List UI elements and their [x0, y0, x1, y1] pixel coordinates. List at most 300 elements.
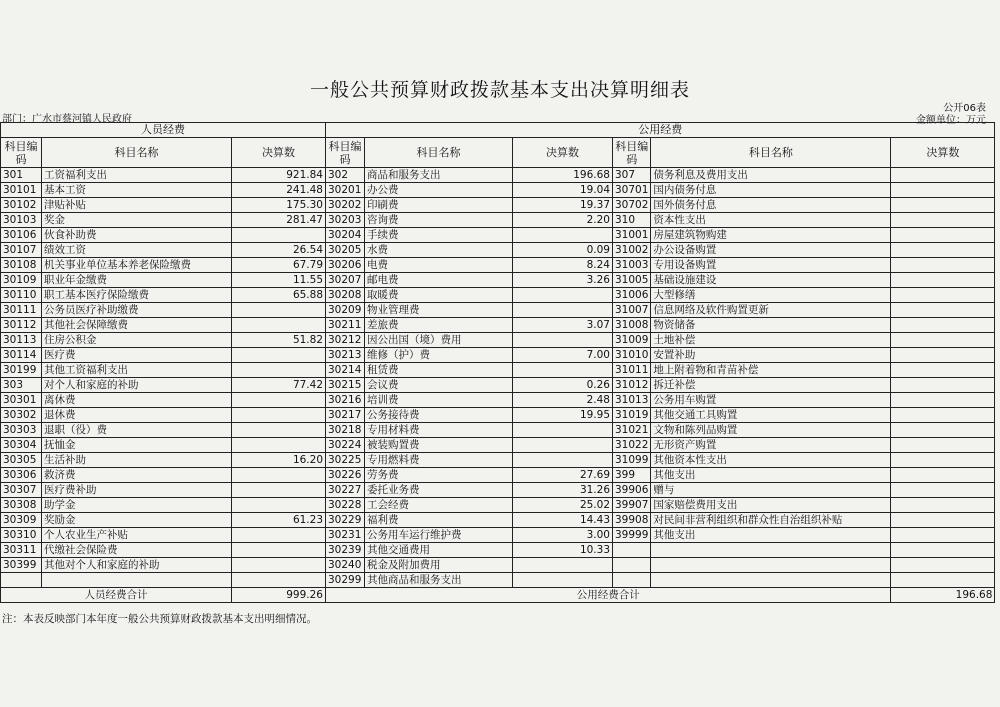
table-row — [1, 228, 995, 243]
public-a-amount-cell: 25.02 — [513, 498, 613, 513]
public-b-name-cell — [651, 558, 891, 573]
public-a-name-cell: 商品和服务支出 — [365, 168, 513, 183]
personnel-amount-cell — [232, 483, 326, 498]
department-label: 部门：广水市蔡河镇人民政府 — [2, 114, 132, 125]
public-a-code-cell: 30208 — [326, 288, 365, 303]
personnel-name-cell — [42, 573, 232, 588]
personnel-code-cell: 30114 — [1, 348, 42, 363]
header-name: 科目名称 — [365, 138, 513, 168]
table-row — [1, 498, 995, 513]
personnel-amount-cell — [232, 408, 326, 423]
form-code: 公开06表 — [943, 103, 986, 114]
personnel-amount-cell — [232, 558, 326, 573]
public-b-amount-cell — [891, 468, 995, 483]
personnel-name-cell: 奖励金 — [42, 513, 232, 528]
personnel-amount-cell — [232, 468, 326, 483]
public-b-name-cell: 国内债务付息 — [651, 183, 891, 198]
public-a-amount-cell: 14.43 — [513, 513, 613, 528]
public-a-code-cell: 30214 — [326, 363, 365, 378]
public-a-amount-cell: 7.00 — [513, 348, 613, 363]
public-a-name-cell: 其他商品和服务支出 — [365, 573, 513, 588]
public-a-amount-cell: 0.26 — [513, 378, 613, 393]
public-b-amount-cell — [891, 348, 995, 363]
personnel-amount-cell — [232, 438, 326, 453]
personnel-total-amount: 999.26 — [232, 588, 326, 603]
public-b-code-cell: 310 — [613, 213, 651, 228]
public-b-amount-cell — [891, 213, 995, 228]
personnel-name-cell: 伙食补助费 — [42, 228, 232, 243]
public-b-name-cell: 其他支出 — [651, 528, 891, 543]
public-b-code-cell: 31099 — [613, 453, 651, 468]
personnel-code-cell: 30309 — [1, 513, 42, 528]
public-b-name-cell: 拆迁补偿 — [651, 378, 891, 393]
personnel-name-cell: 职业年金缴费 — [42, 273, 232, 288]
personnel-name-cell: 离休费 — [42, 393, 232, 408]
table-row — [1, 513, 995, 528]
public-b-name-cell: 其他资本性支出 — [651, 453, 891, 468]
public-a-amount-cell: 19.37 — [513, 198, 613, 213]
public-b-name-cell: 文物和陈列品购置 — [651, 423, 891, 438]
public-a-name-cell: 办公费 — [365, 183, 513, 198]
personnel-amount-cell: 26.54 — [232, 243, 326, 258]
personnel-amount-cell: 241.48 — [232, 183, 326, 198]
public-a-name-cell: 会议费 — [365, 378, 513, 393]
personnel-code-cell: 30308 — [1, 498, 42, 513]
public-a-name-cell: 劳务费 — [365, 468, 513, 483]
public-b-amount-cell — [891, 528, 995, 543]
personnel-name-cell: 奖金 — [42, 213, 232, 228]
public-a-name-cell: 咨询费 — [365, 213, 513, 228]
public-b-code-cell: 30701 — [613, 183, 651, 198]
header-amount: 决算数 — [891, 138, 995, 168]
public-b-name-cell: 对民间非营利组织和群众性自治组织补贴 — [651, 513, 891, 528]
public-a-amount-cell: 2.48 — [513, 393, 613, 408]
public-a-amount-cell — [513, 438, 613, 453]
table-row — [1, 393, 995, 408]
public-a-code-cell: 30212 — [326, 333, 365, 348]
public-b-name-cell: 公务用车购置 — [651, 393, 891, 408]
personnel-name-cell: 救济费 — [42, 468, 232, 483]
public-b-name-cell: 无形资产购置 — [651, 438, 891, 453]
public-b-code-cell: 31021 — [613, 423, 651, 438]
personnel-name-cell: 助学金 — [42, 498, 232, 513]
unit-label: 金额单位：万元 — [916, 115, 986, 126]
table-row — [1, 423, 995, 438]
public-b-code-cell: 31022 — [613, 438, 651, 453]
table-row — [1, 453, 995, 468]
table-row — [1, 318, 995, 333]
personnel-name-cell: 绩效工资 — [42, 243, 232, 258]
header-amount: 决算数 — [232, 138, 326, 168]
personnel-code-cell: 30306 — [1, 468, 42, 483]
personnel-code-cell: 30103 — [1, 213, 42, 228]
public-b-code-cell: 31006 — [613, 288, 651, 303]
public-b-amount-cell — [891, 453, 995, 468]
personnel-amount-cell: 921.84 — [232, 168, 326, 183]
public-b-name-cell: 土地补偿 — [651, 333, 891, 348]
table-row — [1, 198, 995, 213]
table-row — [1, 543, 995, 558]
personnel-name-cell: 医疗费 — [42, 348, 232, 363]
personnel-name-cell: 退休费 — [42, 408, 232, 423]
table-row — [1, 528, 995, 543]
public-b-name-cell: 资本性支出 — [651, 213, 891, 228]
personnel-amount-cell — [232, 573, 326, 588]
personnel-amount-cell: 281.47 — [232, 213, 326, 228]
public-a-name-cell: 差旅费 — [365, 318, 513, 333]
personnel-total-label: 人员经费合计 — [1, 588, 232, 603]
public-b-amount-cell — [891, 333, 995, 348]
table-row — [1, 183, 995, 198]
personnel-name-cell: 基本工资 — [42, 183, 232, 198]
table-row — [1, 258, 995, 273]
personnel-amount-cell: 61.23 — [232, 513, 326, 528]
public-b-amount-cell — [891, 303, 995, 318]
personnel-code-cell: 30106 — [1, 228, 42, 243]
public-a-name-cell: 福利费 — [365, 513, 513, 528]
table-row — [1, 468, 995, 483]
table-row — [1, 333, 995, 348]
public-b-amount-cell — [891, 198, 995, 213]
public-b-amount-cell — [891, 378, 995, 393]
public-a-name-cell: 印刷费 — [365, 198, 513, 213]
public-a-amount-cell: 3.07 — [513, 318, 613, 333]
public-a-name-cell: 邮电费 — [365, 273, 513, 288]
public-a-name-cell: 其他交通费用 — [365, 543, 513, 558]
public-a-code-cell: 30224 — [326, 438, 365, 453]
public-b-amount-cell — [891, 513, 995, 528]
public-a-amount-cell: 3.00 — [513, 528, 613, 543]
public-a-code-cell: 30209 — [326, 303, 365, 318]
public-b-name-cell: 房屋建筑物购建 — [651, 228, 891, 243]
public-b-amount-cell — [891, 558, 995, 573]
public-b-name-cell: 其他支出 — [651, 468, 891, 483]
public-a-amount-cell: 3.26 — [513, 273, 613, 288]
personnel-amount-cell — [232, 528, 326, 543]
personnel-amount-cell: 65.88 — [232, 288, 326, 303]
personnel-code-cell: 30111 — [1, 303, 42, 318]
public-a-name-cell: 电费 — [365, 258, 513, 273]
public-b-amount-cell — [891, 183, 995, 198]
personnel-name-cell: 个人农业生产补贴 — [42, 528, 232, 543]
public-a-code-cell: 30201 — [326, 183, 365, 198]
public-a-name-cell: 水费 — [365, 243, 513, 258]
table-row — [1, 273, 995, 288]
public-a-code-cell: 30240 — [326, 558, 365, 573]
public-a-code-cell: 30205 — [326, 243, 365, 258]
public-b-amount-cell — [891, 573, 995, 588]
public-a-code-cell: 30227 — [326, 483, 365, 498]
personnel-group-header: 人员经费 — [1, 123, 326, 138]
personnel-amount-cell — [232, 543, 326, 558]
public-a-code-cell: 30299 — [326, 573, 365, 588]
table-row — [1, 288, 995, 303]
public-b-amount-cell — [891, 438, 995, 453]
header-amount: 决算数 — [513, 138, 613, 168]
public-b-name-cell: 国家赔偿费用支出 — [651, 498, 891, 513]
personnel-code-cell: 30108 — [1, 258, 42, 273]
public-b-amount-cell — [891, 393, 995, 408]
table-row — [1, 378, 995, 393]
header-code: 科目编码 — [1, 138, 42, 168]
public-b-code-cell: 31012 — [613, 378, 651, 393]
personnel-name-cell: 工资福利支出 — [42, 168, 232, 183]
table-row — [1, 168, 995, 183]
public-b-name-cell: 办公设备购置 — [651, 243, 891, 258]
public-b-name-cell: 大型修缮 — [651, 288, 891, 303]
public-b-code-cell — [613, 573, 651, 588]
public-a-code-cell: 30204 — [326, 228, 365, 243]
public-b-name-cell: 地上附着物和青苗补偿 — [651, 363, 891, 378]
personnel-amount-cell: 67.79 — [232, 258, 326, 273]
personnel-name-cell: 生活补助 — [42, 453, 232, 468]
public-a-name-cell: 被装购置费 — [365, 438, 513, 453]
table-row — [1, 558, 995, 573]
personnel-name-cell: 其他社会保障缴费 — [42, 318, 232, 333]
personnel-amount-cell — [232, 423, 326, 438]
personnel-amount-cell — [232, 363, 326, 378]
public-b-name-cell: 信息网络及软件购置更新 — [651, 303, 891, 318]
personnel-name-cell: 机关事业单位基本养老保险缴费 — [42, 258, 232, 273]
public-b-code-cell: 39907 — [613, 498, 651, 513]
personnel-code-cell: 301 — [1, 168, 42, 183]
public-a-code-cell: 30239 — [326, 543, 365, 558]
public-a-name-cell: 公务接待费 — [365, 408, 513, 423]
public-b-code-cell: 39908 — [613, 513, 651, 528]
personnel-code-cell: 30303 — [1, 423, 42, 438]
public-a-code-cell: 30226 — [326, 468, 365, 483]
personnel-code-cell: 30311 — [1, 543, 42, 558]
public-b-name-cell: 债务利息及费用支出 — [651, 168, 891, 183]
personnel-name-cell: 其他工资福利支出 — [42, 363, 232, 378]
public-b-name-cell — [651, 543, 891, 558]
table-row — [1, 213, 995, 228]
personnel-code-cell: 30399 — [1, 558, 42, 573]
public-a-code-cell: 30217 — [326, 408, 365, 423]
public-a-name-cell: 物业管理费 — [365, 303, 513, 318]
public-a-code-cell: 302 — [326, 168, 365, 183]
public-a-code-cell: 30225 — [326, 453, 365, 468]
public-a-amount-cell — [513, 573, 613, 588]
personnel-name-cell: 医疗费补助 — [42, 483, 232, 498]
personnel-code-cell: 303 — [1, 378, 42, 393]
personnel-code-cell: 30113 — [1, 333, 42, 348]
public-b-name-cell: 物资储备 — [651, 318, 891, 333]
table-row — [1, 243, 995, 258]
personnel-amount-cell: 175.30 — [232, 198, 326, 213]
public-b-amount-cell — [891, 408, 995, 423]
personnel-amount-cell: 11.55 — [232, 273, 326, 288]
public-b-amount-cell — [891, 168, 995, 183]
header-name: 科目名称 — [42, 138, 232, 168]
public-a-amount-cell — [513, 303, 613, 318]
public-a-amount-cell: 19.95 — [513, 408, 613, 423]
personnel-name-cell: 代缴社会保险费 — [42, 543, 232, 558]
public-a-name-cell: 维修（护）费 — [365, 348, 513, 363]
public-a-amount-cell: 2.20 — [513, 213, 613, 228]
public-a-amount-cell — [513, 558, 613, 573]
personnel-name-cell: 住房公积金 — [42, 333, 232, 348]
public-a-amount-cell — [513, 453, 613, 468]
table-row — [1, 408, 995, 423]
personnel-name-cell: 其他对个人和家庭的补助 — [42, 558, 232, 573]
public-b-amount-cell — [891, 483, 995, 498]
table-row — [1, 573, 995, 588]
public-a-name-cell: 租赁费 — [365, 363, 513, 378]
public-a-code-cell: 30228 — [326, 498, 365, 513]
public-b-name-cell: 赠与 — [651, 483, 891, 498]
personnel-code-cell: 30109 — [1, 273, 42, 288]
public-b-code-cell: 39999 — [613, 528, 651, 543]
public-b-code-cell: 31009 — [613, 333, 651, 348]
public-b-amount-cell — [891, 543, 995, 558]
personnel-amount-cell — [232, 318, 326, 333]
public-b-amount-cell — [891, 243, 995, 258]
personnel-code-cell: 30101 — [1, 183, 42, 198]
public-b-code-cell: 31002 — [613, 243, 651, 258]
public-a-name-cell: 公务用车运行维护费 — [365, 528, 513, 543]
personnel-code-cell — [1, 573, 42, 588]
public-b-code-cell: 39906 — [613, 483, 651, 498]
public-a-code-cell: 30207 — [326, 273, 365, 288]
footnote: 注：本表反映部门本年度一般公共预算财政拨款基本支出明细情况。 — [2, 613, 317, 625]
table-row — [1, 303, 995, 318]
personnel-amount-cell: 51.82 — [232, 333, 326, 348]
public-a-amount-cell — [513, 333, 613, 348]
public-a-code-cell: 30215 — [326, 378, 365, 393]
public-b-code-cell: 31010 — [613, 348, 651, 363]
public-a-amount-cell — [513, 363, 613, 378]
public-b-code-cell: 31005 — [613, 273, 651, 288]
public-total-label: 公用经费合计 — [326, 588, 891, 603]
public-b-code-cell: 399 — [613, 468, 651, 483]
public-a-code-cell: 30216 — [326, 393, 365, 408]
public-a-code-cell: 30202 — [326, 198, 365, 213]
header-name: 科目名称 — [651, 138, 891, 168]
personnel-amount-cell: 77.42 — [232, 378, 326, 393]
public-group-header: 公用经费 — [326, 123, 995, 138]
personnel-code-cell: 30102 — [1, 198, 42, 213]
public-a-name-cell: 取暖费 — [365, 288, 513, 303]
personnel-code-cell: 30107 — [1, 243, 42, 258]
public-b-code-cell: 30702 — [613, 198, 651, 213]
public-a-name-cell: 因公出国（境）费用 — [365, 333, 513, 348]
public-b-amount-cell — [891, 228, 995, 243]
public-a-amount-cell: 8.24 — [513, 258, 613, 273]
public-a-amount-cell: 19.04 — [513, 183, 613, 198]
public-b-amount-cell — [891, 273, 995, 288]
personnel-code-cell: 30301 — [1, 393, 42, 408]
personnel-name-cell: 退职（役）费 — [42, 423, 232, 438]
personnel-code-cell: 30304 — [1, 438, 42, 453]
public-a-amount-cell: 196.68 — [513, 168, 613, 183]
public-a-amount-cell: 0.09 — [513, 243, 613, 258]
public-b-amount-cell — [891, 258, 995, 273]
public-b-amount-cell — [891, 363, 995, 378]
public-a-amount-cell: 27.69 — [513, 468, 613, 483]
public-b-code-cell: 31003 — [613, 258, 651, 273]
public-b-amount-cell — [891, 423, 995, 438]
public-b-code-cell: 31001 — [613, 228, 651, 243]
personnel-name-cell: 津贴补贴 — [42, 198, 232, 213]
public-b-code-cell: 31011 — [613, 363, 651, 378]
public-a-code-cell: 30218 — [326, 423, 365, 438]
public-a-code-cell: 30231 — [326, 528, 365, 543]
personnel-name-cell: 职工基本医疗保险缴费 — [42, 288, 232, 303]
public-b-code-cell: 31013 — [613, 393, 651, 408]
public-b-name-cell: 其他交通工具购置 — [651, 408, 891, 423]
personnel-amount-cell — [232, 348, 326, 363]
public-a-amount-cell — [513, 288, 613, 303]
public-b-code-cell: 31019 — [613, 408, 651, 423]
public-b-code-cell: 307 — [613, 168, 651, 183]
public-a-name-cell: 专用燃料费 — [365, 453, 513, 468]
public-a-amount-cell — [513, 423, 613, 438]
personnel-name-cell: 对个人和家庭的补助 — [42, 378, 232, 393]
public-a-name-cell: 手续费 — [365, 228, 513, 243]
public-a-code-cell: 30213 — [326, 348, 365, 363]
public-b-code-cell: 31007 — [613, 303, 651, 318]
public-b-amount-cell — [891, 498, 995, 513]
public-a-name-cell: 工会经费 — [365, 498, 513, 513]
personnel-code-cell: 30112 — [1, 318, 42, 333]
public-a-name-cell: 税金及附加费用 — [365, 558, 513, 573]
public-a-name-cell: 培训费 — [365, 393, 513, 408]
personnel-code-cell: 30110 — [1, 288, 42, 303]
header-code: 科目编码 — [613, 138, 651, 168]
table-row — [1, 483, 995, 498]
public-total-amount: 196.68 — [891, 588, 995, 603]
table-row — [1, 348, 995, 363]
personnel-code-cell: 30302 — [1, 408, 42, 423]
personnel-code-cell: 30307 — [1, 483, 42, 498]
personnel-code-cell: 30310 — [1, 528, 42, 543]
table-row — [1, 363, 995, 378]
public-b-amount-cell — [891, 288, 995, 303]
public-a-code-cell: 30229 — [326, 513, 365, 528]
public-b-code-cell — [613, 558, 651, 573]
public-a-amount-cell: 31.26 — [513, 483, 613, 498]
public-b-name-cell: 国外债务付息 — [651, 198, 891, 213]
personnel-amount-cell — [232, 228, 326, 243]
personnel-amount-cell — [232, 393, 326, 408]
public-b-name-cell: 安置补助 — [651, 348, 891, 363]
personnel-amount-cell — [232, 303, 326, 318]
personnel-amount-cell: 16.20 — [232, 453, 326, 468]
personnel-amount-cell — [232, 498, 326, 513]
public-a-amount-cell: 10.33 — [513, 543, 613, 558]
public-b-name-cell: 基础设施建设 — [651, 273, 891, 288]
public-b-amount-cell — [891, 318, 995, 333]
expenditure-table — [0, 122, 995, 603]
public-a-name-cell: 委托业务费 — [365, 483, 513, 498]
personnel-code-cell: 30199 — [1, 363, 42, 378]
page-title: 一般公共预算财政拨款基本支出决算明细表 — [309, 79, 690, 101]
public-b-name-cell — [651, 573, 891, 588]
public-a-code-cell: 30211 — [326, 318, 365, 333]
public-a-code-cell: 30206 — [326, 258, 365, 273]
personnel-name-cell: 公务员医疗补助缴费 — [42, 303, 232, 318]
personnel-name-cell: 抚恤金 — [42, 438, 232, 453]
header-code: 科目编码 — [326, 138, 365, 168]
personnel-code-cell: 30305 — [1, 453, 42, 468]
public-a-name-cell: 专用材料费 — [365, 423, 513, 438]
public-b-name-cell: 专用设备购置 — [651, 258, 891, 273]
public-b-code-cell — [613, 543, 651, 558]
table-row — [1, 438, 995, 453]
public-a-amount-cell — [513, 228, 613, 243]
public-b-code-cell: 31008 — [613, 318, 651, 333]
